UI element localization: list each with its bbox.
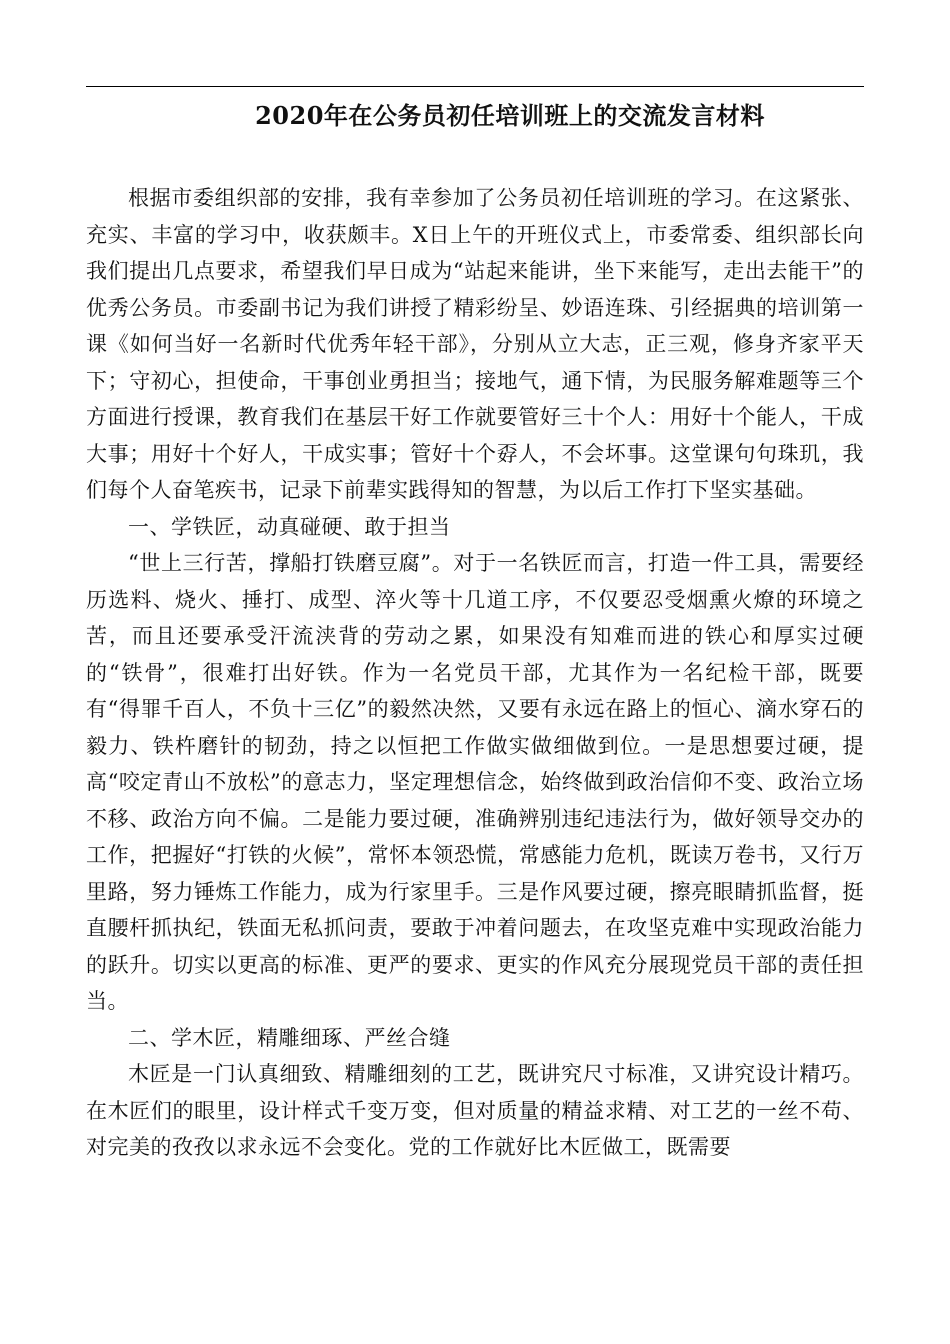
- section-2-paragraph: 木匠是一门认真细致、精雕细刻的工艺，既讲究尺寸标准，又讲究设计精巧。在木匠们的眼里，设计样式千变万变，但对质量的精益求精、对工艺的一丝不苟、对完美的孜孜以求永远不会变化。党的工作就好比木匠做工，既需要: [86, 1062, 864, 1159]
- section-heading-1: 一、学铁匠，动真碰硬、敢于担当: [128, 514, 451, 539]
- document-title: 2020年在公务员初任培训班上的交流发言材料: [255, 101, 765, 130]
- header-rule: [86, 86, 864, 87]
- intro-paragraph: 根据市委组织部的安排，我有幸参加了公务员初任培训班的学习。在这紧张、充实、丰富的学习中，收获颇丰。X日上午的开班仪式上，市委常委、组织部长向我们提出几点要求，希望我们早日成为“站起来能讲，坐下来能写，走出去能干”的优秀公务员。市委副书记为我们讲授了精彩纷呈、妙语连珠、引经据典的培训第一课《如何当好一名新时代优秀年轻干部》，分别从立大志，正三观，修身齐家平天下；守初心，担使命，干事创业勇担当；接地气，通下情，为民服务解难题等三个方面进行授课，教育我们在基层干好工作就要管好三十个人：用好十个能人，干成大事；用好十个好人，干成实事；管好十个孬人，不会坏事。这堂课句句珠玑，我们每个人奋笔疾书，记录下前辈实践得知的智慧，为以后工作打下坚实基础。: [86, 186, 864, 502]
- section-1-paragraph: “世上三行苦，撑船打铁磨豆腐”。对于一名铁匠而言，打造一件工具，需要经历选料、烧火、捶打、成型、淬火等十几道工序，不仅要忍受烟熏火燎的环境之苦，而且还要承受汗流浃背的劳动之累，如果没有知难而进的铁心和厚实过硬的“铁骨”，很难打出好铁。作为一名党员干部，尤其作为一名纪检干部，既要有“得罪千百人，不负十三亿”的毅然决然，又要有永远在路上的恒心、滴水穿石的毅力、铁杵磨针的韧劲，持之以恒把工作做实做细做到位。一是思想要过硬，提高“咬定青山不放松”的意志力，坚定理想信念，始终做到政治信仰不变、政治立场不移、政治方向不偏。二是能力要过硬，准确辨别违纪违法行为，做好领导交办的工作，把握好“打铁的火候”，常怀本领恐慌，常感能力危机，既读万卷书，又行万里路，努力锤炼工作能力，成为行家里手。三是作风要过硬，擦亮眼睛抓监督，挺直腰杆抓执纪，铁面无私抓问责，要敢于冲着问题去，在攻坚克难中实现政治能力的跃升。切实以更高的标准、更严的要求、更实的作风充分展现党员干部的责任担当。: [86, 551, 864, 1013]
- document-body: [86, 180, 864, 1166]
- section-heading-2: 二、学木匠，精雕细琢、严丝合缝: [128, 1025, 451, 1050]
